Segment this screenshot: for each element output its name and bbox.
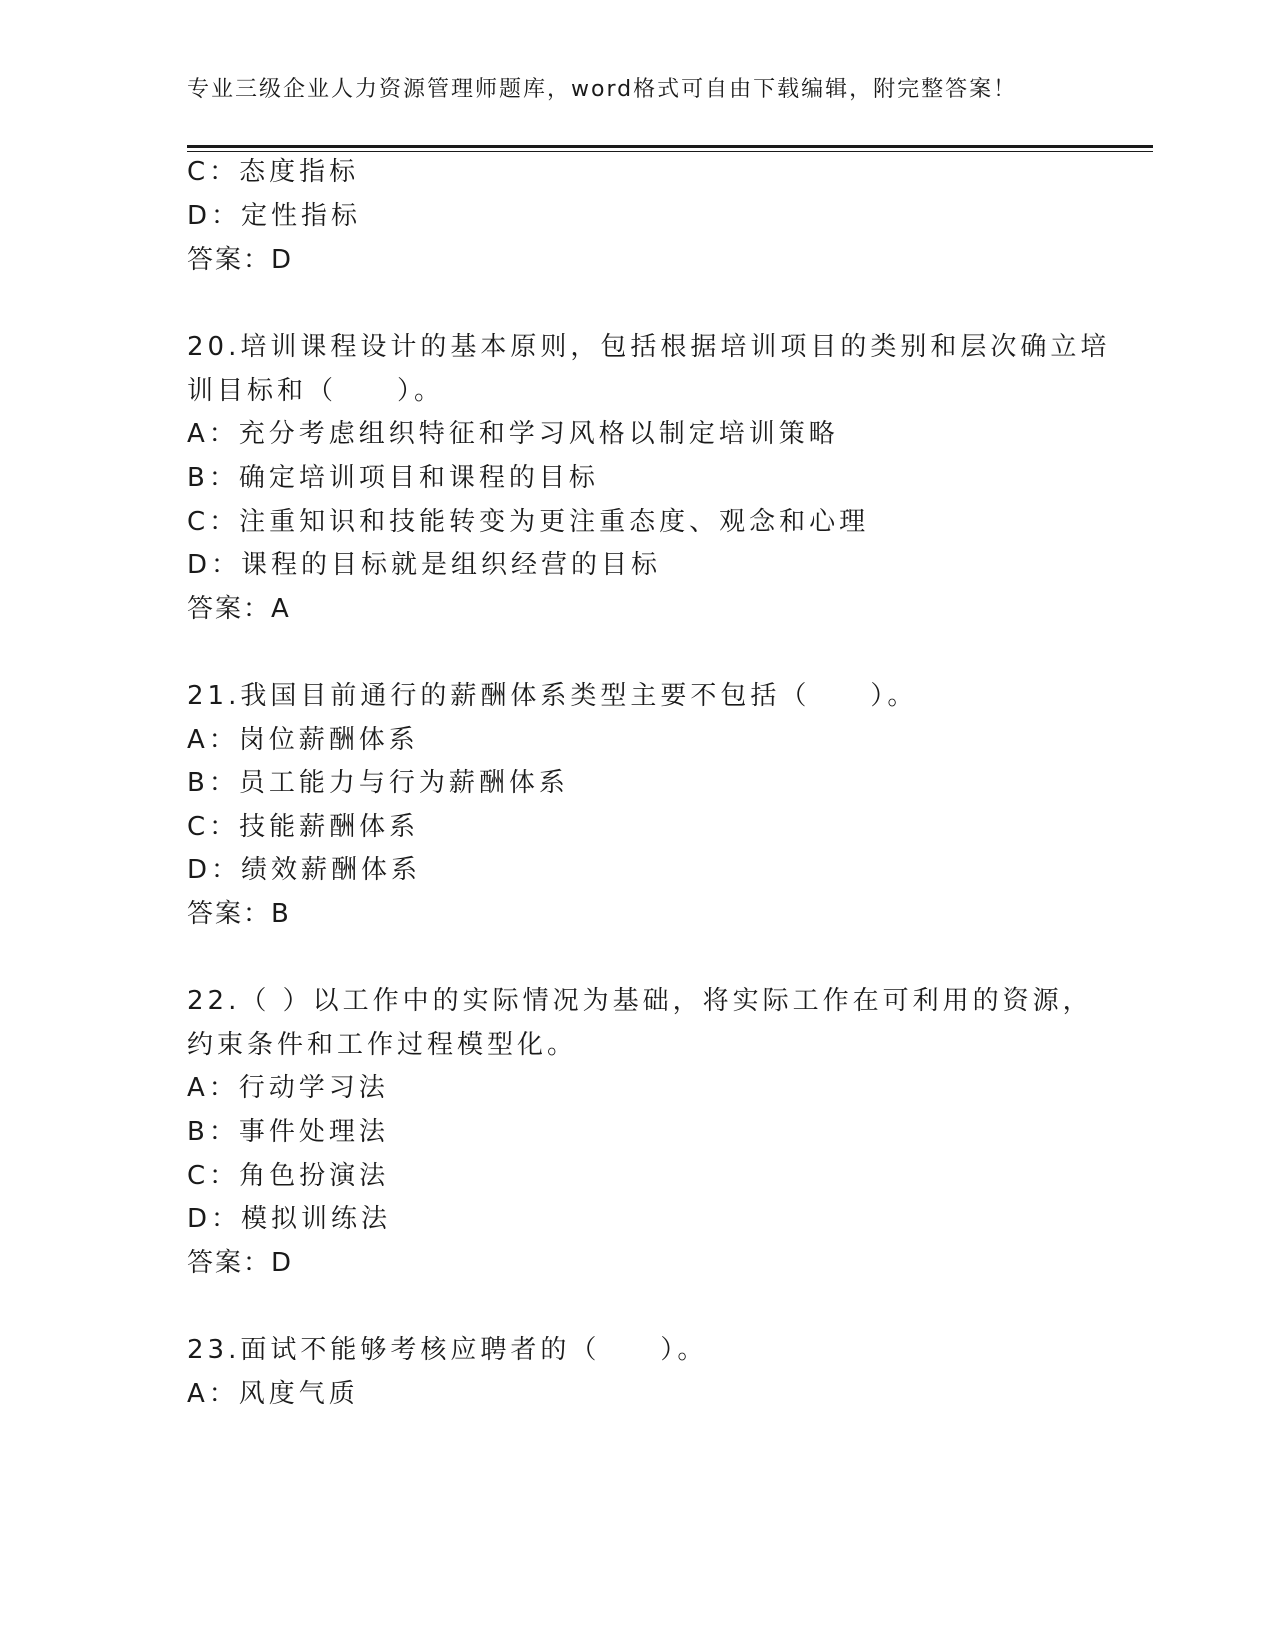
q22-option-b: B：事件处理法 [187,1117,389,1147]
q23-stem-line1: 23.面试不能够考核应聘者的（ ）。 [187,1335,708,1365]
q22-stem-line1: 22.（ ）以工作中的实际情况为基础，将实际工作在可利用的资源， [187,986,1093,1016]
q21-option-c: C：技能薪酬体系 [187,812,420,842]
q22-answer: 答案：D [187,1248,294,1278]
q21-option-d: D：绩效薪酬体系 [187,855,422,885]
q21-stem-line1: 21.我国目前通行的薪酬体系类型主要不包括（ ）。 [187,681,918,711]
q22-option-a: A：行动学习法 [187,1073,389,1103]
q22-option-d: D：模拟训练法 [187,1204,392,1234]
q21-option-b: B：员工能力与行为薪酬体系 [187,768,569,798]
q21-option-a: A：岗位薪酬体系 [187,725,419,755]
q19-option-d: D：定性指标 [187,201,362,231]
q23-option-a: A：风度气质 [187,1379,359,1409]
q20-option-b: B：确定培训项目和课程的目标 [187,463,599,493]
page-header: 专业三级企业人力资源管理师题库，word格式可自由下载编辑，附完整答案！ [187,77,1018,102]
q20-answer: 答案：A [187,594,291,624]
q20-stem-line2: 训目标和（ ）。 [187,376,445,406]
q22-option-c: C：角色扮演法 [187,1161,390,1191]
q22-stem-line2: 约束条件和工作过程模型化。 [187,1030,578,1060]
q20-stem-line1: 20.培训课程设计的基本原则，包括根据培训项目的类别和层次确立培 [187,332,1111,362]
q19-answer: 答案：D [187,245,294,275]
q20-option-c: C：注重知识和技能转变为更注重态度、观念和心理 [187,507,870,537]
q20-option-d: D：课程的目标就是组织经营的目标 [187,550,662,580]
header-divider-thin [187,151,1153,152]
q19-option-c: C：态度指标 [187,157,360,187]
q20-option-a: A：充分考虑组织特征和学习风格以制定培训策略 [187,419,839,449]
q21-answer: 答案：B [187,899,291,929]
header-divider-thick [187,145,1153,148]
